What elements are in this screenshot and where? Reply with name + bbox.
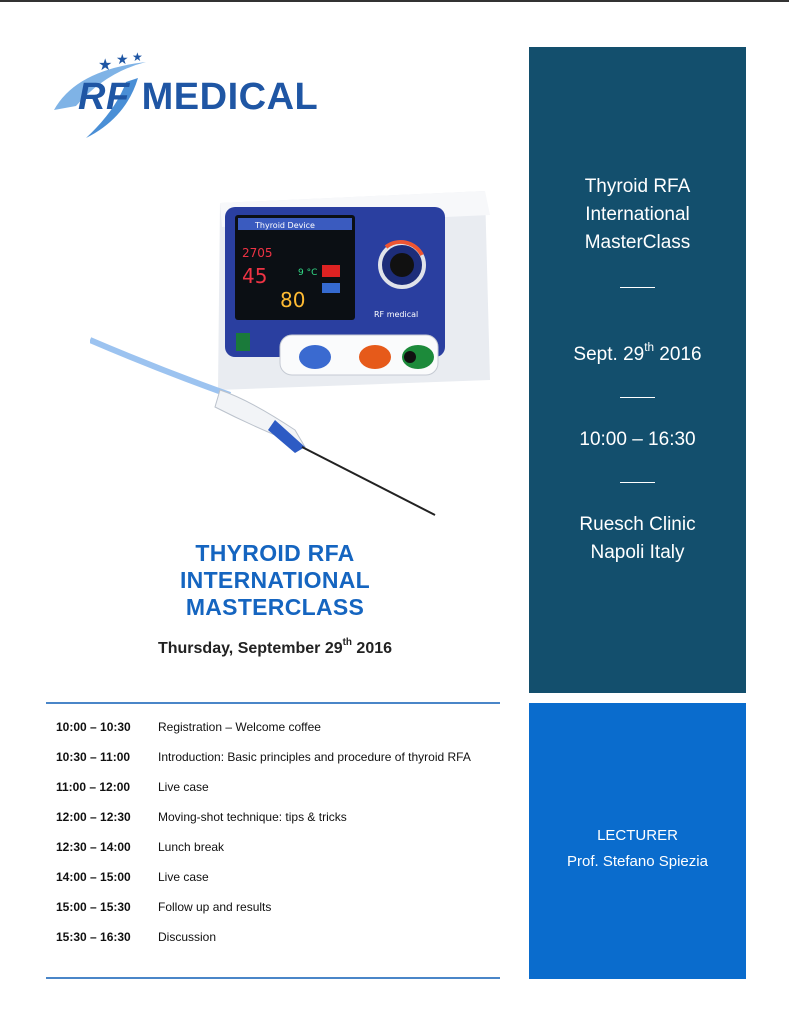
- panel-divider: [620, 397, 655, 398]
- schedule-desc: Moving-shot technique: tips & tricks: [158, 810, 347, 824]
- title-line-3: MASTERCLASS: [185, 594, 365, 620]
- schedule-bottom-rule: [46, 977, 500, 979]
- logo-wordmark: [78, 76, 318, 119]
- lecturer-name: Prof. Stefano Spiezia: [567, 853, 708, 870]
- svg-text:★: ★: [116, 52, 129, 68]
- lecturer-label: LECTURER: [597, 827, 678, 844]
- schedule-row: [56, 892, 506, 922]
- svg-text:★: ★: [132, 50, 143, 64]
- date-superscript: th: [342, 637, 352, 649]
- schedule-list: [56, 712, 506, 952]
- logo-rf: RF: [78, 76, 130, 118]
- logo-medical: MEDICAL: [141, 76, 319, 118]
- schedule-row: [56, 742, 506, 772]
- schedule-row: [56, 772, 506, 802]
- panel-title-line-2: International: [585, 204, 690, 225]
- panel-title-line-1: Thyroid RFA: [584, 176, 691, 197]
- date-prefix: Thursday, September 29: [157, 640, 343, 657]
- panel-time: 10:00 – 16:30: [579, 429, 696, 450]
- device-readout-2: 45: [242, 264, 268, 288]
- schedule-desc: Live case: [158, 780, 209, 794]
- event-info-panel: [529, 47, 746, 693]
- panel-venue-line-2: Napoli Italy: [590, 542, 685, 563]
- device-readout-1: 2705: [242, 246, 273, 260]
- schedule-desc: Follow up and results: [158, 900, 272, 914]
- schedule-row: [56, 862, 506, 892]
- schedule-time: 14:00 – 15:00: [56, 870, 131, 884]
- schedule-time: 11:00 – 12:00: [56, 780, 131, 794]
- top-border: [0, 0, 789, 2]
- schedule-time: 10:00 – 10:30: [56, 720, 131, 734]
- lecturer-panel: [529, 703, 746, 979]
- schedule-desc: Discussion: [158, 930, 217, 944]
- schedule-row: [56, 712, 506, 742]
- panel-date-prefix: Sept. 29: [573, 344, 645, 365]
- panel-date-suffix: 2016: [654, 344, 702, 365]
- panel-venue-line-1: Ruesch Clinic: [579, 514, 696, 535]
- schedule-time: 12:30 – 14:00: [56, 840, 131, 854]
- schedule-time: 15:00 – 15:30: [56, 900, 131, 914]
- schedule-time: 15:30 – 16:30: [56, 930, 131, 944]
- panel-divider: [620, 482, 655, 483]
- device-brand-label: RF medical: [374, 310, 419, 319]
- rf-medical-logo: [46, 48, 326, 148]
- panel-title-line-3: MasterClass: [584, 232, 691, 253]
- title-line-2: INTERNATIONAL: [179, 567, 370, 593]
- device-readout-3: 80: [280, 288, 306, 312]
- title-line-1: THYROID RFA: [195, 540, 355, 566]
- date-suffix: 2016: [351, 640, 393, 657]
- schedule-top-rule: [46, 702, 500, 704]
- svg-text:★: ★: [98, 55, 113, 74]
- event-date: [110, 637, 440, 658]
- schedule-desc: Lunch break: [158, 840, 225, 854]
- schedule-desc: Registration – Welcome coffee: [158, 720, 321, 734]
- schedule-time: 12:00 – 12:30: [56, 810, 131, 824]
- schedule-time: 10:30 – 11:00: [56, 750, 131, 764]
- device-screen-header: Thyroid Device: [255, 221, 315, 230]
- panel-date: [529, 340, 746, 367]
- schedule-row: [56, 802, 506, 832]
- schedule-desc: Introduction: Basic principles and procedure of thyroid RFA: [158, 750, 471, 764]
- panel-date-superscript: th: [644, 340, 655, 354]
- schedule-desc: Live case: [158, 870, 209, 884]
- rf-generator-device-image: [90, 185, 510, 530]
- device-readout-temp: 9 °C: [298, 268, 318, 278]
- event-title: [120, 540, 430, 621]
- schedule-row: [56, 832, 506, 862]
- schedule-row: [56, 922, 506, 952]
- panel-divider: [620, 287, 655, 288]
